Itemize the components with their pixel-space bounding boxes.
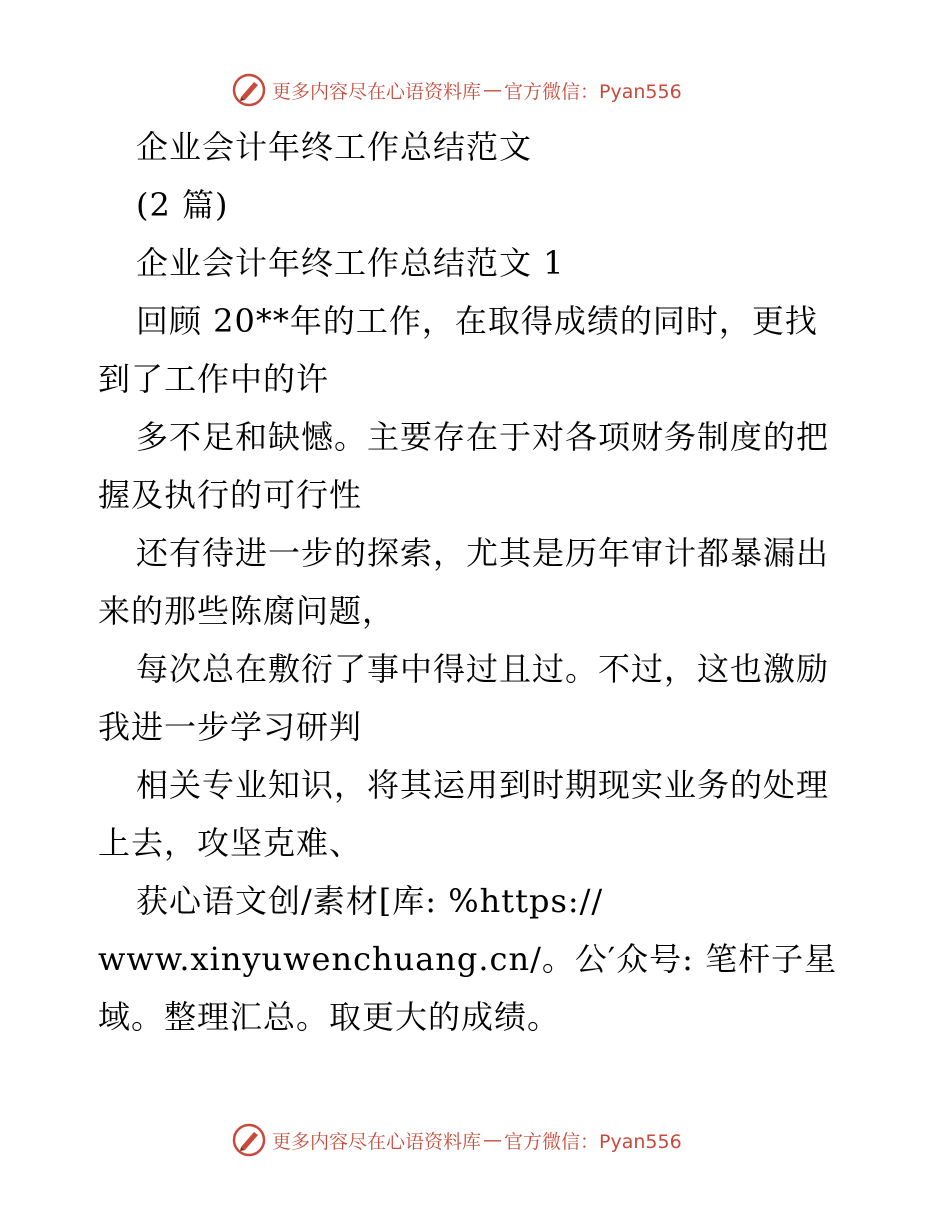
watermark-wechat: 官方微信：Pyan556 xyxy=(504,80,682,103)
watermark-text: 更多内容尽在心语资料库 xyxy=(272,80,482,103)
paragraph-line: 回顾 20**年的工作，在取得成绩的同时，更找 xyxy=(136,302,818,340)
header-watermark xyxy=(232,73,712,107)
document-title: 企业会计年终工作总结范文 xyxy=(136,128,533,166)
paragraph-line: 握及执行的可行性 xyxy=(98,476,363,514)
paragraph-line: 每次总在敷衍了事中得过且过。不过，这也激励 xyxy=(136,650,830,688)
watermark-wechat: 官方微信：Pyan556 xyxy=(504,1130,682,1153)
paragraph-line: www.xinyuwenchuang.cn/。公′众号: 笔杆子星 xyxy=(98,940,838,978)
paragraph-line: 域。整理汇总。取更大的成绩。 xyxy=(98,998,561,1036)
pen-logo-icon xyxy=(232,73,266,107)
document-subtitle: (2 篇) xyxy=(136,186,229,224)
watermark-separator: — xyxy=(483,79,503,101)
document-body xyxy=(98,118,858,1046)
watermark-text: 更多内容尽在心语资料库 xyxy=(272,1130,482,1153)
paragraph-line: 我进一步学习研判 xyxy=(98,708,363,746)
paragraph-line: 还有待进一步的探索，尤其是历年审计都暴漏出 xyxy=(136,534,830,572)
paragraph-line: 多不足和缺憾。主要存在于对各项财务制度的把 xyxy=(136,418,830,456)
paragraph-line: 上去，攻坚克难、 xyxy=(98,824,363,862)
paragraph-lines xyxy=(98,292,858,1046)
paragraph-line: 相关专业知识，将其运用到时期现实业务的处理 xyxy=(136,766,830,804)
paragraph-line: 来的那些陈腐问题， xyxy=(98,592,396,630)
pen-logo-icon xyxy=(232,1123,266,1157)
watermark-separator: — xyxy=(483,1129,503,1151)
footer-watermark xyxy=(232,1123,712,1157)
paragraph-line: 到了工作中的许 xyxy=(98,360,330,398)
section-heading: 企业会计年终工作总结范文 1 xyxy=(136,244,565,282)
paragraph-line: 获心语文创/素材[库: %https:// xyxy=(136,882,604,920)
